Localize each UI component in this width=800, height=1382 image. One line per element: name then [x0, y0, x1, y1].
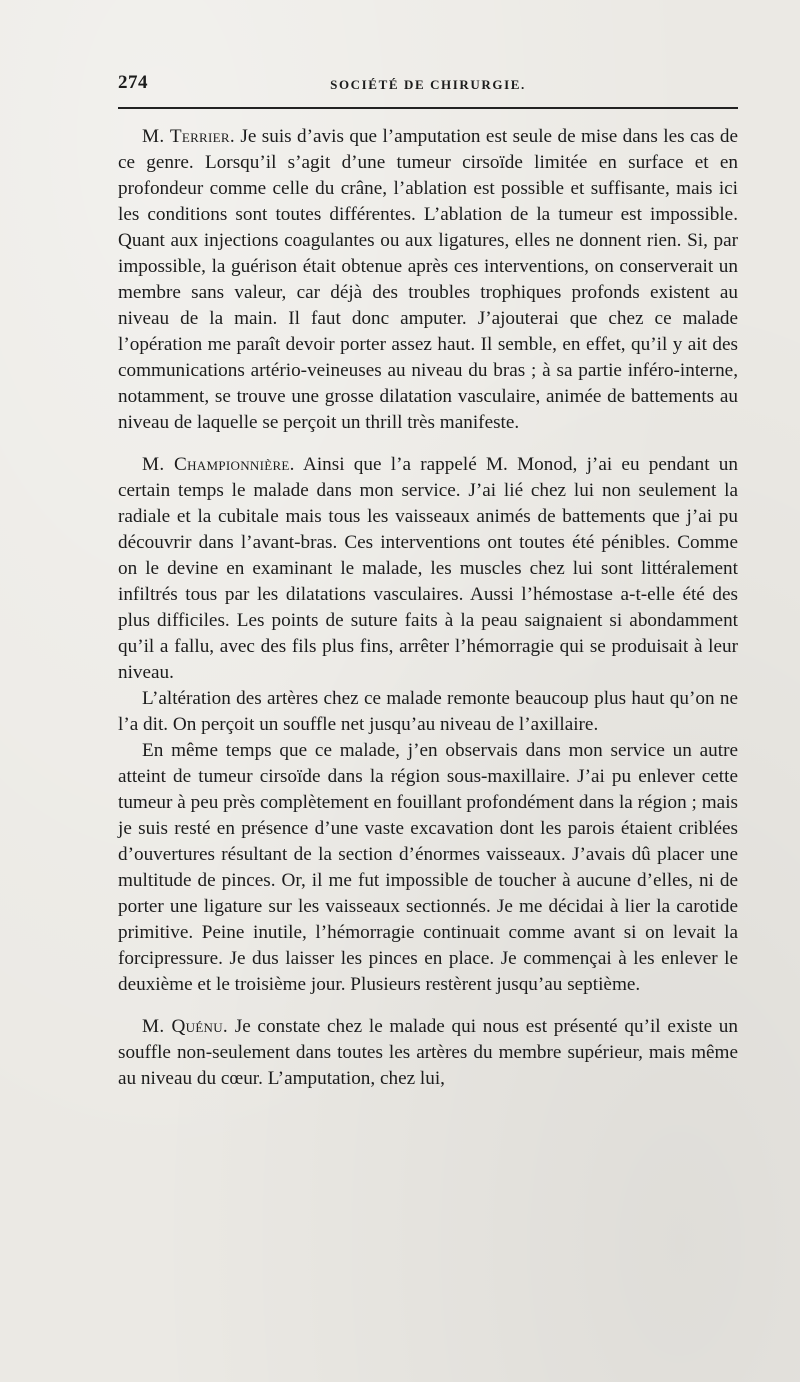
- paragraph-quenu: [118, 1014, 738, 1092]
- page-number: 274: [118, 72, 148, 93]
- speaker-name: M. Terrier.: [142, 126, 235, 147]
- paragraph-text: Je suis d’avis que l’amputation est seule de mise dans les cas de ce genre. Lorsqu’il s’agit d’une tumeur cirsoïde limitée en surface et en profondeur comme celle du crâne, l’ablation est possible et suffisante, mais ici les conditions sont toutes différentes. L’ablation de la tumeur est impossible. Quant aux injections coagulantes ou aux ligatures, elles ne donnent rien. Si, par impossible, la guérison était obtenue après ces interventions, on conserverait un membre sans valeur, car déjà des troubles trophiques profonds existent au niveau de la main. Il faut donc amputer. J’ajouterai que chez ce malade l’opération me paraît devoir porter assez haut. Il semble, en effet, qu’il y ait des communications artério-veineuses au niveau du bras ; à sa partie inféro-interne, notamment, se trouve une grosse dilatation vasculaire, animée de battements au niveau de laquelle se perçoit un thrill très manifeste.: [118, 126, 738, 433]
- paragraph-terrier: [118, 124, 738, 436]
- paragraph-text: Ainsi que l’a rappelé M. Monod, j’ai eu pendant un certain temps le malade dans mon service. J’ai lié chez lui non seulement la radiale et la cubitale mais tous les vaisseaux animés de battements que j’ai pu découvrir dans l’avant-bras. Ces interventions ont toutes été pénibles. Comme on le devine en examinant le malade, les muscles chez lui sont littéralement infiltrés tous par les dilatations vasculaires. Aussi l’hémostase a-t-elle été des plus difficiles. Les points de suture faits à la peau saignaient si abondamment qu’il a fallu, avec des fils plus fins, arrêter l’hémorragie qui se produisait à leur niveau.: [118, 454, 738, 683]
- speaker-name: M. Championnière.: [142, 454, 295, 475]
- speaker-name: M. Quénu.: [142, 1016, 229, 1037]
- running-head: [118, 72, 738, 102]
- paragraph-championniere: [118, 452, 738, 686]
- journal-title: SOCIÉTÉ DE CHIRURGIE.: [330, 77, 526, 92]
- paragraph-alteration: [118, 686, 738, 738]
- paragraph-text: L’altération des artères chez ce malade remonte beaucoup plus haut qu’on ne l’a dit. On perçoit un souffle net jusqu’au niveau de l’axillaire.: [118, 688, 738, 735]
- paragraph-autre-malade: [118, 738, 738, 998]
- body-text: [118, 124, 738, 1092]
- header-rule: [118, 107, 738, 109]
- paragraph-text: En même temps que ce malade, j’en observais dans mon service un autre atteint de tumeur cirsoïde dans la région sous-maxillaire. J’ai pu enlever cette tumeur à peu près complètement en fouillant profondément dans la région ; mais je suis resté en présence d’une vaste excavation dont les parois étaient criblées d’ouvertures résultant de la section d’énormes vaisseaux. J’avais dû placer une multitude de pinces. Or, il me fut impossible de toucher à aucune d’elles, ni de porter une ligature sur les vaisseaux sectionnés. Je me décidai à lier la carotide primitive. Peine inutile, l’hémorragie continuait comme avant si on levait la forcipressure. Je dus laisser les pinces en place. Je commençai à les enlever le deuxième et le troisième jour. Plusieurs restèrent jusqu’au septième.: [118, 740, 738, 995]
- paragraph-text: Je constate chez le malade qui nous est présenté qu’il existe un souffle non-seulement dans toutes les artères du membre supérieur, mais même au niveau du cœur. L’amputation, chez lui,: [118, 1016, 738, 1089]
